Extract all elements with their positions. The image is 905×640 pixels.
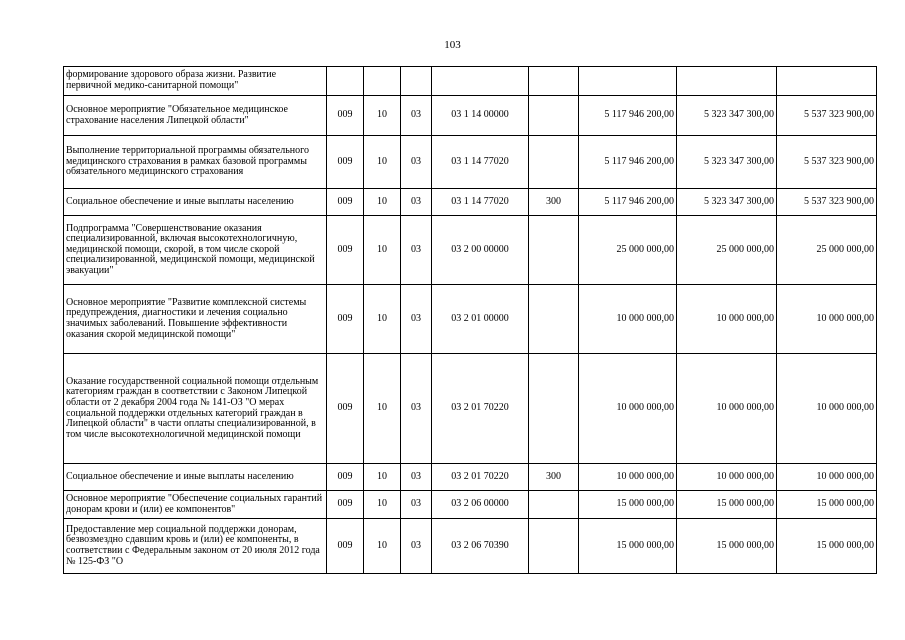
ministry-code — [327, 67, 364, 96]
subsection-code: 03 — [401, 491, 432, 519]
expense-type-code: 300 — [529, 464, 579, 491]
row-name: Выполнение территориальной программы обязательного медицинского страхования в рамках базовой программы обязательного медицинского страхования — [64, 136, 327, 189]
ministry-code: 009 — [327, 189, 364, 216]
amount-2017: 10 000 000,00 — [677, 464, 777, 491]
amount-2018: 15 000 000,00 — [777, 519, 877, 574]
section-code: 10 — [364, 354, 401, 464]
table-row — [64, 216, 877, 285]
expense-type-code — [529, 67, 579, 96]
table-row — [64, 67, 877, 96]
ministry-code: 009 — [327, 285, 364, 354]
section-code — [364, 67, 401, 96]
target-code: 03 1 14 77020 — [432, 189, 529, 216]
amount-2017: 10 000 000,00 — [677, 354, 777, 464]
row-name: Основное мероприятие "Обязательное медицинское страхование населения Липецкой области" — [64, 96, 327, 136]
table-row — [64, 136, 877, 189]
expense-type-code — [529, 354, 579, 464]
amount-2018: 10 000 000,00 — [777, 464, 877, 491]
expense-type-code — [529, 491, 579, 519]
amount-2016: 5 117 946 200,00 — [579, 189, 677, 216]
amount-2016 — [579, 67, 677, 96]
amount-2017: 10 000 000,00 — [677, 285, 777, 354]
subsection-code: 03 — [401, 136, 432, 189]
table-row — [64, 519, 877, 574]
target-code: 03 1 14 77020 — [432, 136, 529, 189]
amount-2017: 5 323 347 300,00 — [677, 136, 777, 189]
section-code: 10 — [364, 285, 401, 354]
amount-2018: 10 000 000,00 — [777, 354, 877, 464]
amount-2017: 15 000 000,00 — [677, 491, 777, 519]
amount-2017: 5 323 347 300,00 — [677, 96, 777, 136]
ministry-code: 009 — [327, 354, 364, 464]
amount-2016: 25 000 000,00 — [579, 216, 677, 285]
amount-2018: 15 000 000,00 — [777, 491, 877, 519]
budget-table — [63, 66, 877, 574]
amount-2018: 10 000 000,00 — [777, 285, 877, 354]
subsection-code: 03 — [401, 285, 432, 354]
table-row — [64, 464, 877, 491]
amount-2018: 25 000 000,00 — [777, 216, 877, 285]
row-name: Социальное обеспечение и иные выплаты населению — [64, 189, 327, 216]
amount-2016: 5 117 946 200,00 — [579, 136, 677, 189]
table-row — [64, 491, 877, 519]
ministry-code: 009 — [327, 216, 364, 285]
target-code: 03 2 01 70220 — [432, 464, 529, 491]
row-name: Социальное обеспечение и иные выплаты населению — [64, 464, 327, 491]
ministry-code: 009 — [327, 519, 364, 574]
section-code: 10 — [364, 189, 401, 216]
subsection-code: 03 — [401, 354, 432, 464]
ministry-code: 009 — [327, 136, 364, 189]
row-name: Предоставление мер социальной поддержки донорам, безвозмездно сдавшим кровь и (или) ее компоненты, в соответствии с Федеральным законом от 20 июля 2012 года № 125-ФЗ "О — [64, 519, 327, 574]
row-name: Оказание государственной социальной помощи отдельным категориям граждан в соответствии с Законом Липецкой области от 2 декабря 2004 года № 141-ОЗ "О мерах социальной поддержки отдельных категорий граждан в Липецкой области" в части оплаты специализированной, в том числе высокотехнологичной медицинской помощи — [64, 354, 327, 464]
target-code — [432, 67, 529, 96]
expense-type-code — [529, 216, 579, 285]
target-code: 03 2 01 70220 — [432, 354, 529, 464]
section-code: 10 — [364, 519, 401, 574]
amount-2016: 10 000 000,00 — [579, 464, 677, 491]
table-row — [64, 354, 877, 464]
amount-2018: 5 537 323 900,00 — [777, 96, 877, 136]
expense-type-code: 300 — [529, 189, 579, 216]
section-code: 10 — [364, 491, 401, 519]
table-row — [64, 96, 877, 136]
ministry-code: 009 — [327, 491, 364, 519]
amount-2018: 5 537 323 900,00 — [777, 189, 877, 216]
amount-2018: 5 537 323 900,00 — [777, 136, 877, 189]
amount-2016: 5 117 946 200,00 — [579, 96, 677, 136]
amount-2016: 10 000 000,00 — [579, 285, 677, 354]
subsection-code: 03 — [401, 216, 432, 285]
row-name: формирование здорового образа жизни. Развитие первичной медико-санитарной помощи" — [64, 67, 327, 96]
amount-2016: 15 000 000,00 — [579, 491, 677, 519]
section-code: 10 — [364, 96, 401, 136]
expense-type-code — [529, 285, 579, 354]
budget-table-body — [64, 67, 877, 574]
target-code: 03 2 06 00000 — [432, 491, 529, 519]
section-code: 10 — [364, 216, 401, 285]
subsection-code: 03 — [401, 189, 432, 216]
target-code: 03 2 00 00000 — [432, 216, 529, 285]
subsection-code: 03 — [401, 464, 432, 491]
target-code: 03 2 01 00000 — [432, 285, 529, 354]
target-code: 03 1 14 00000 — [432, 96, 529, 136]
ministry-code: 009 — [327, 464, 364, 491]
page-number: 103 — [444, 39, 461, 51]
subsection-code: 03 — [401, 96, 432, 136]
section-code: 10 — [364, 136, 401, 189]
amount-2017: 15 000 000,00 — [677, 519, 777, 574]
amount-2018 — [777, 67, 877, 96]
table-row — [64, 189, 877, 216]
table-row — [64, 285, 877, 354]
row-name: Основное мероприятие "Обеспечение социальных гарантий донорам крови и (или) ее компонентов" — [64, 491, 327, 519]
amount-2017 — [677, 67, 777, 96]
ministry-code: 009 — [327, 96, 364, 136]
amount-2017: 25 000 000,00 — [677, 216, 777, 285]
row-name: Подпрограмма "Совершенствование оказания специализированной, включая высокотехнологичную, медицинской помощи, скорой, в том числе скорой специализированной, медицинской помощи, медицинской эвакуации" — [64, 216, 327, 285]
subsection-code: 03 — [401, 519, 432, 574]
row-name: Основное мероприятие "Развитие комплексной системы предупреждения, диагностики и лечения социально значимых заболеваний. Повышение эффективности оказания скорой медицинской помощи" — [64, 285, 327, 354]
target-code: 03 2 06 70390 — [432, 519, 529, 574]
subsection-code — [401, 67, 432, 96]
amount-2016: 15 000 000,00 — [579, 519, 677, 574]
amount-2016: 10 000 000,00 — [579, 354, 677, 464]
expense-type-code — [529, 136, 579, 189]
expense-type-code — [529, 519, 579, 574]
amount-2017: 5 323 347 300,00 — [677, 189, 777, 216]
expense-type-code — [529, 96, 579, 136]
section-code: 10 — [364, 464, 401, 491]
